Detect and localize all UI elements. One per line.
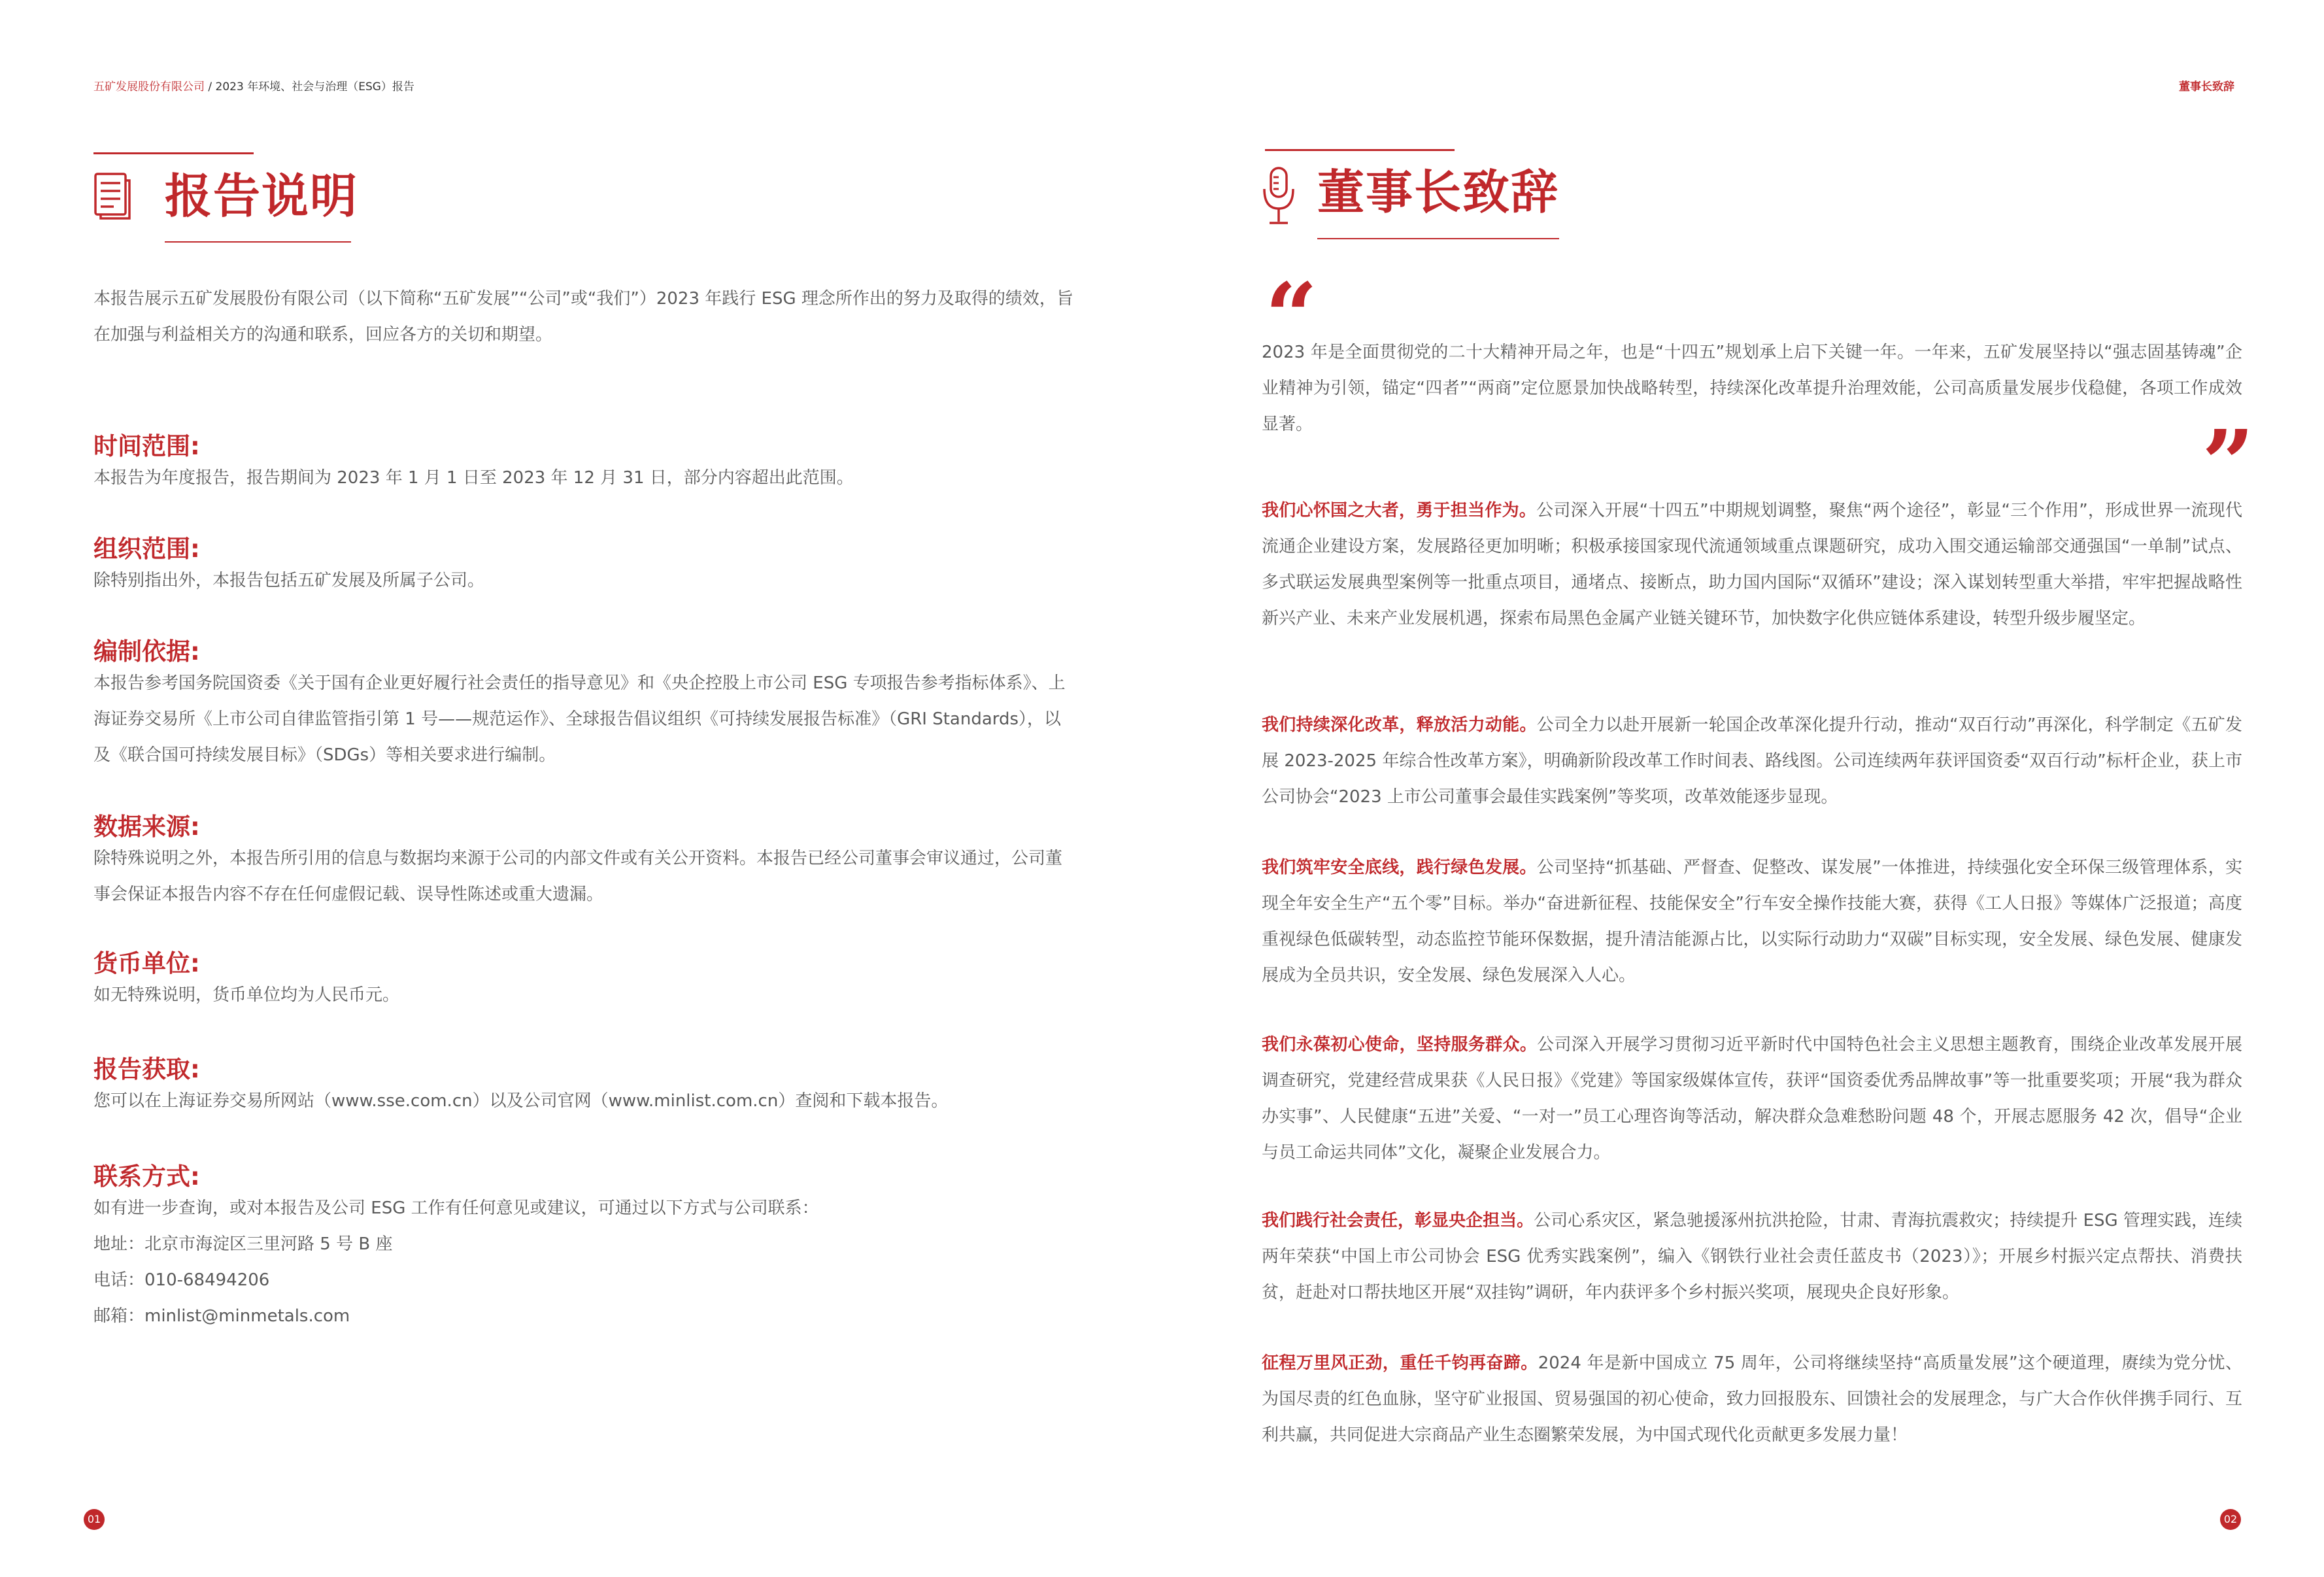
- letter-paragraph: [1262, 707, 2242, 815]
- left-intro: [93, 281, 1077, 353]
- contact-address: 地址：北京市海淀区三里河路 5 号 B 座: [93, 1234, 393, 1254]
- section-text-access: 您可以在上海证券交易所网站（www.sse.com.cn）以及公司官网（www.minlist.com.cn）查阅和下载本报告。: [93, 1091, 949, 1111]
- header-report-title: 2023 年环境、社会与治理（ESG）报告: [215, 80, 414, 93]
- paragraph-lead: 我们践行社会责任，彰显央企担当。: [1262, 1211, 1534, 1230]
- header-separator: /: [205, 80, 216, 93]
- page-number-right: 02: [2220, 1509, 2241, 1530]
- paragraph-lead: 我们永葆初心使命，坚持服务群众。: [1262, 1035, 1538, 1055]
- section-heading-time-range: 时间范围:: [93, 432, 200, 460]
- contact-intro: 如有进一步查询，或对本报告及公司 ESG 工作有任何意见或建议，可通过以下方式与公司联系：: [93, 1198, 819, 1218]
- title-rule-bottom-right: [1317, 238, 1559, 239]
- paragraph-lead: 我们持续深化改革，释放活力动能。: [1262, 715, 1537, 735]
- section-heading-access: 报告获取:: [93, 1055, 200, 1083]
- running-header-right: 董事长致辞: [2179, 80, 2234, 93]
- paragraph-text: 公司心系灾区，紧急驰援涿州抗洪抢险，甘肃、青海抗震救灾；持续提升 ESG 管理实践，连续两年荣获“中国上市公司协会 ESG 优秀实践案例”，编入《钢铁行业社会责任蓝皮书（2023）》；开展乡村振兴定点帮扶、消费扶贫，赶赴对口帮扶地区开展“双挂钩”调研，年内获评多个乡村振兴奖项，展现央企良好形象。: [1262, 1211, 2242, 1302]
- letter-paragraph: [1262, 1346, 2242, 1453]
- paragraph-text: 公司深入开展“十四五”中期规划调整，聚焦“两个途径”，彰显“三个作用”，形成世界一流现代流通企业建设方案，发展路径更加明晰；积极承接国家现代流通领域重点课题研究，成功入围交通运输部交通强国“一单制”试点、多式联运发展典型案例等一批重点项目，通堵点、接断点，助力国内国际“双循环”建设；深入谋划转型重大举措，牢牢把握战略性新兴产业、未来产业发展机遇，探索布局黑色金属产业链关键环节，加快数字化供应链体系建设，转型升级步履坚定。: [1262, 501, 2242, 628]
- section-text-time-range: 本报告为年度报告，报告期间为 2023 年 1 月 1 日至 2023 年 12 月 31 日，部分内容超出此范围。: [93, 468, 854, 488]
- section-heading-basis: 编制依据:: [93, 637, 200, 666]
- title-rule-top: [93, 152, 254, 154]
- contact-block: [93, 1191, 1077, 1334]
- paragraph-text: 公司全力以赴开展新一轮国企改革深化提升行动，推动“双百行动”再深化，科学制定《五矿发展 2023-2025 年综合性改革方案》，明确新阶段改革工作时间表、路线图。公司连续两年获评国资委“双百行动”标杆企业，获上市公司协会“2023 上市公司董事会最佳实践案例”等奖项，改革效能逐步显现。: [1262, 715, 2242, 807]
- section-text-currency: 如无特殊说明，货币单位均为人民币元。: [93, 985, 400, 1005]
- microphone-icon: [1260, 165, 1297, 228]
- title-rule-top-right: [1265, 149, 1455, 151]
- letter-paragraph: [1262, 1203, 2242, 1311]
- section-heading-currency: 货币单位:: [93, 949, 200, 977]
- quote-open-mark: “: [1265, 263, 1318, 371]
- header-company: 五矿发展股份有限公司: [93, 80, 205, 93]
- contact-email: 邮箱：minlist@minmetals.com: [93, 1306, 350, 1326]
- quote-block: [1262, 335, 2242, 443]
- paragraph-lead: 我们筑牢安全底线，践行绿色发展。: [1262, 858, 1537, 877]
- page-number-left: 01: [84, 1509, 105, 1530]
- page-title-left: 报告说明: [165, 169, 359, 224]
- section-heading-data-source: 数据来源:: [93, 813, 200, 841]
- paragraph-lead: 我们心怀国之大者，勇于担当作为。: [1262, 501, 1537, 520]
- page-title-right: 董事长致辞: [1317, 165, 1560, 220]
- letter-paragraph: [1262, 493, 2242, 637]
- letter-paragraph: [1262, 850, 2242, 994]
- section-text-data-source: 除特殊说明之外，本报告所引用的信息与数据均来源于公司的内部文件或有关公开资料。本报告已经公司董事会审议通过，公司董事会保证本报告内容不存在任何虚假记载、误导性陈述或重大遗漏。: [93, 849, 1063, 904]
- section-text-org-scope: 除特别指出外，本报告包括五矿发展及所属子公司。: [93, 571, 485, 590]
- contact-phone: 电话：010-68494206: [93, 1270, 270, 1290]
- section-text-basis: 本报告参考国务院国资委《关于国有企业更好履行社会责任的指导意见》和《央企控股上市公司 ESG 专项报告参考指标体系》、上海证券交易所《上市公司自律监管指引第 1 号——规范运作》、全球报告倡议组织《可持续发展报告标准》（GRI Standards），以及《联合国可持续发展目标》（SDGs）等相关要求进行编制。: [93, 673, 1066, 765]
- document-list-icon: [92, 171, 132, 220]
- section-heading-org-scope: 组织范围:: [93, 535, 200, 563]
- paragraph-lead: 征程万里风正劲，重任千钧再奋蹄。: [1262, 1353, 1538, 1373]
- intro-paragraph: 本报告展示五矿发展股份有限公司（以下简称“五矿发展”“公司”或“我们”）2023 年践行 ESG 理念所作出的努力及取得的绩效，旨在加强与利益相关方的沟通和联系，回应各方的关切和期望。: [93, 289, 1073, 345]
- paragraph-text: 2024 年是新中国成立 75 周年，公司将继续坚持“高质量发展”这个硬道理，赓续为党分忧、为国尽责的红色血脉，坚守矿业报国、贸易强国的初心使命，致力回报股东、回馈社会的发展理念，与广大合作伙伴携手同行、互利共赢，共同促进大宗商品产业生态圈繁荣发展，为中国式现代化贡献更多发展力量！: [1262, 1353, 2242, 1445]
- paragraph-text: 公司深入开展学习贯彻习近平新时代中国特色社会主义思想主题教育，围绕企业改革发展开展调查研究，党建经营成果获《人民日报》《党建》等国家级媒体宣传，获评“国资委优秀品牌故事”等一批重要奖项；开展“我为群众办实事”、人民健康“五进”关爱、“一对一”员工心理咨询等活动，解决群众急难愁盼问题 48 个，开展志愿服务 42 次，倡导“企业与员工命运共同体”文化，凝聚企业发展合力。: [1262, 1035, 2242, 1162]
- paragraph-text: 公司坚持“抓基础、严督查、促整改、谋发展”一体推进，持续强化安全环保三级管理体系，实现全年安全生产“五个零”目标。举办“奋进新征程、技能保安全”行车安全操作技能大赛，获得《工人日报》等媒体广泛报道；高度重视绿色低碳转型，动态监控节能环保数据，提升清洁能源占比，以实际行动助力“双碳”目标实现，安全发展、绿色发展、健康发展成为全员共识，安全发展、绿色发展深入人心。: [1262, 858, 2242, 985]
- quote-close-mark: ”: [2202, 411, 2255, 518]
- running-header-left: [93, 77, 414, 93]
- letter-paragraph: [1262, 1027, 2242, 1171]
- title-rule-bottom: [165, 241, 351, 243]
- quote-text: 2023 年是全面贯彻党的二十大精神开局之年，也是“十四五”规划承上启下关键一年。一年来，五矿发展坚持以“强志固基铸魂”企业精神为引领，锚定“四者”“两商”定位愿景加快战略转型，持续深化改革提升治理效能，公司高质量发展步伐稳健，各项工作成效显著。: [1262, 343, 2242, 434]
- section-heading-contact: 联系方式:: [93, 1162, 200, 1191]
